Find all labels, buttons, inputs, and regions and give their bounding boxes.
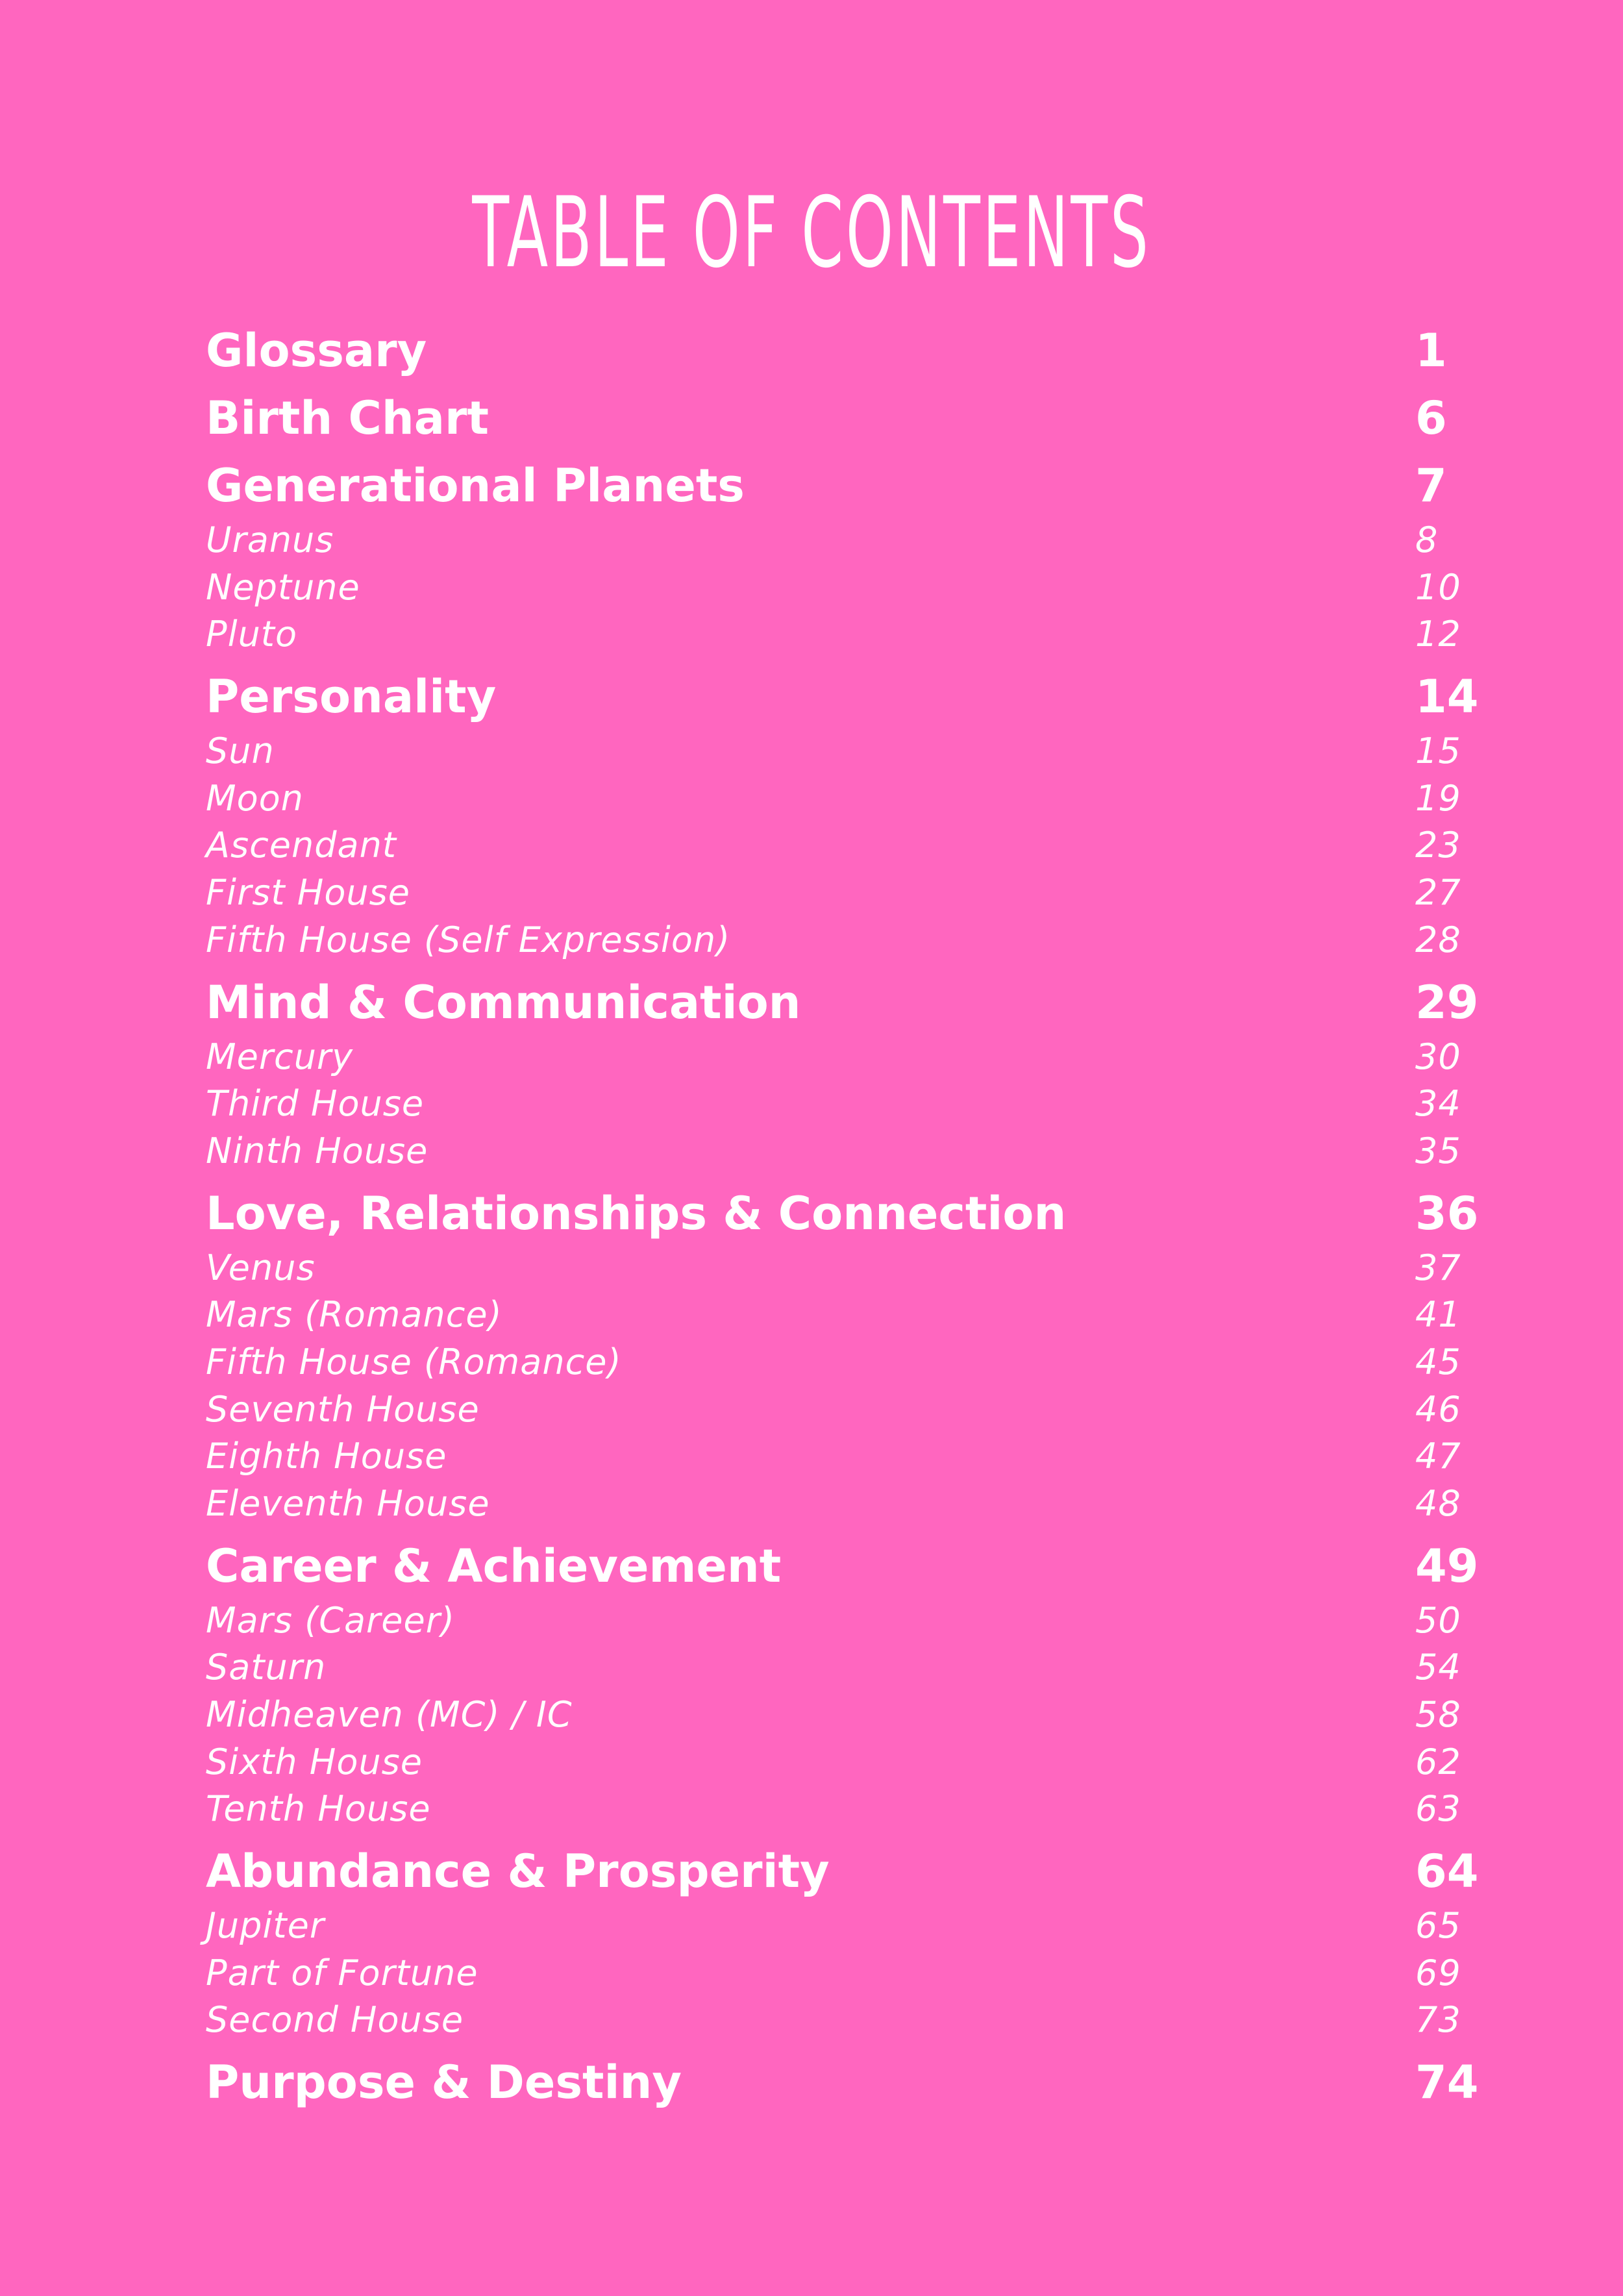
toc-page-number: 19 xyxy=(1415,777,1461,819)
toc-page-number: 49 xyxy=(1415,1539,1479,1593)
toc-page-number: 74 xyxy=(1415,2056,1479,2110)
toc-section-title: Purpose & Destiny xyxy=(206,2056,682,2110)
toc-subsection-row xyxy=(206,1034,1498,1080)
toc-subsection-title: Mercury xyxy=(206,1036,354,1077)
toc-page-number: 47 xyxy=(1415,1436,1461,1477)
toc-page-number: 6 xyxy=(1415,392,1447,445)
toc-page-number: 36 xyxy=(1415,1186,1479,1240)
toc-subsection-title: Part of Fortune xyxy=(206,1952,478,1993)
toc-subsection-title: Third House xyxy=(206,1083,425,1125)
toc-page-number: 34 xyxy=(1415,1083,1461,1125)
toc-subsection-row xyxy=(206,1481,1498,1527)
toc-page-number: 8 xyxy=(1415,519,1439,560)
toc-page-number: 1 xyxy=(1415,324,1447,377)
toc-subsection-title: Ninth House xyxy=(206,1130,428,1171)
toc-page-number: 14 xyxy=(1415,670,1479,724)
toc-page-number: 28 xyxy=(1415,919,1461,960)
toc-list xyxy=(206,0,1498,2296)
toc-subsection-title: Moon xyxy=(206,777,304,819)
toc-subsection-row xyxy=(206,776,1498,821)
toc-page-number: 64 xyxy=(1415,1845,1479,1899)
toc-page-number: 27 xyxy=(1415,872,1461,913)
toc-subsection-row xyxy=(206,1292,1498,1338)
toc-subsection-title: Uranus xyxy=(206,519,334,560)
toc-section-title: Glossary xyxy=(206,324,427,377)
toc-subsection-row xyxy=(206,729,1498,774)
toc-section-title: Birth Chart xyxy=(206,392,489,445)
toc-section-row xyxy=(206,1537,1498,1595)
toc-section-row xyxy=(206,668,1498,726)
toc-subsection-row xyxy=(206,1245,1498,1291)
toc-subsection-title: Eleventh House xyxy=(206,1482,490,1524)
toc-subsection-row xyxy=(206,1786,1498,1832)
toc-page-number: 46 xyxy=(1415,1388,1461,1430)
toc-section-row xyxy=(206,2053,1498,2112)
toc-section-title: Love, Relationships & Connection xyxy=(206,1186,1067,1240)
toc-subsection-title: Ascendant xyxy=(206,825,397,866)
toc-subsection-row xyxy=(206,1997,1498,2043)
toc-subsection-row xyxy=(206,1598,1498,1643)
toc-subsection-row xyxy=(206,1951,1498,1996)
toc-section-row xyxy=(206,321,1498,380)
toc-page-number: 35 xyxy=(1415,1130,1461,1171)
toc-subsection-row xyxy=(206,870,1498,916)
toc-section-title: Career & Achievement xyxy=(206,1539,782,1593)
toc-subsection-row xyxy=(206,1387,1498,1432)
toc-subsection-title: First House xyxy=(206,872,410,913)
toc-subsection-title: Fifth House (Self Expression) xyxy=(206,919,731,960)
toc-subsection-title: Mars (Career) xyxy=(206,1599,455,1641)
toc-subsection-row xyxy=(206,1645,1498,1690)
toc-subsection-title: Eighth House xyxy=(206,1436,447,1477)
toc-page-number: 69 xyxy=(1415,1952,1461,1993)
toc-page-number: 48 xyxy=(1415,1482,1461,1524)
toc-subsection-row xyxy=(206,917,1498,963)
toc-section-row xyxy=(206,389,1498,447)
toc-subsection-row xyxy=(206,1740,1498,1785)
page-title: TABLE OF CONTENTS xyxy=(472,176,1151,290)
toc-subsection-title: Seventh House xyxy=(206,1388,480,1430)
toc-subsection-row xyxy=(206,1081,1498,1127)
toc-subsection-title: Pluto xyxy=(206,614,298,655)
toc-section-row xyxy=(206,973,1498,1032)
toc-section-title: Generational Planets xyxy=(206,459,745,512)
toc-section-row xyxy=(206,1842,1498,1901)
toc-subsection-title: Fifth House (Romance) xyxy=(206,1341,622,1382)
toc-subsection-title: Sun xyxy=(206,730,275,772)
toc-page-number: 15 xyxy=(1415,730,1461,772)
toc-subsection-row xyxy=(206,1434,1498,1479)
toc-page-number: 30 xyxy=(1415,1036,1461,1077)
toc-page-number: 54 xyxy=(1415,1647,1461,1688)
toc-subsection-row xyxy=(206,518,1498,563)
toc-subsection-row xyxy=(206,612,1498,657)
toc-page-number: 63 xyxy=(1415,1788,1461,1830)
toc-subsection-title: Tenth House xyxy=(206,1788,431,1830)
toc-subsection-title: Venus xyxy=(206,1247,316,1288)
toc-page-number: 12 xyxy=(1415,614,1461,655)
toc-page-number: 45 xyxy=(1415,1341,1461,1382)
toc-subsection-row xyxy=(206,565,1498,610)
toc-subsection-row xyxy=(206,1340,1498,1385)
toc-subsection-title: Midheaven (MC) / IC xyxy=(206,1694,573,1735)
toc-subsection-title: Neptune xyxy=(206,566,360,608)
toc-subsection-title: Mars (Romance) xyxy=(206,1294,502,1336)
toc-page-number: 50 xyxy=(1415,1599,1461,1641)
toc-page-number: 29 xyxy=(1415,975,1479,1029)
toc-subsection-row xyxy=(206,1129,1498,1174)
toc-subsection-row xyxy=(206,1903,1498,1949)
toc-page-number: 65 xyxy=(1415,1905,1461,1947)
toc-section-title: Personality xyxy=(206,670,497,724)
toc-subsection-title: Second House xyxy=(206,1999,464,2041)
toc-subsection-row xyxy=(206,823,1498,868)
toc-page-number: 7 xyxy=(1415,459,1447,512)
toc-subsection-title: Sixth House xyxy=(206,1741,423,1782)
toc-section-row xyxy=(206,1184,1498,1243)
toc-subsection-row xyxy=(206,1692,1498,1738)
toc-page-number: 41 xyxy=(1415,1294,1461,1336)
toc-subsection-title: Saturn xyxy=(206,1647,327,1688)
toc-section-title: Abundance & Prosperity xyxy=(206,1845,830,1899)
toc-page-number: 62 xyxy=(1415,1741,1461,1782)
toc-subsection-title: Jupiter xyxy=(206,1905,325,1947)
toc-page-number: 58 xyxy=(1415,1694,1461,1735)
toc-page-number: 23 xyxy=(1415,825,1461,866)
toc-page-number: 37 xyxy=(1415,1247,1461,1288)
toc-page-number: 73 xyxy=(1415,1999,1461,2041)
toc-section-title: Mind & Communication xyxy=(206,975,801,1029)
toc-page-number: 10 xyxy=(1415,566,1461,608)
toc-section-row xyxy=(206,456,1498,515)
